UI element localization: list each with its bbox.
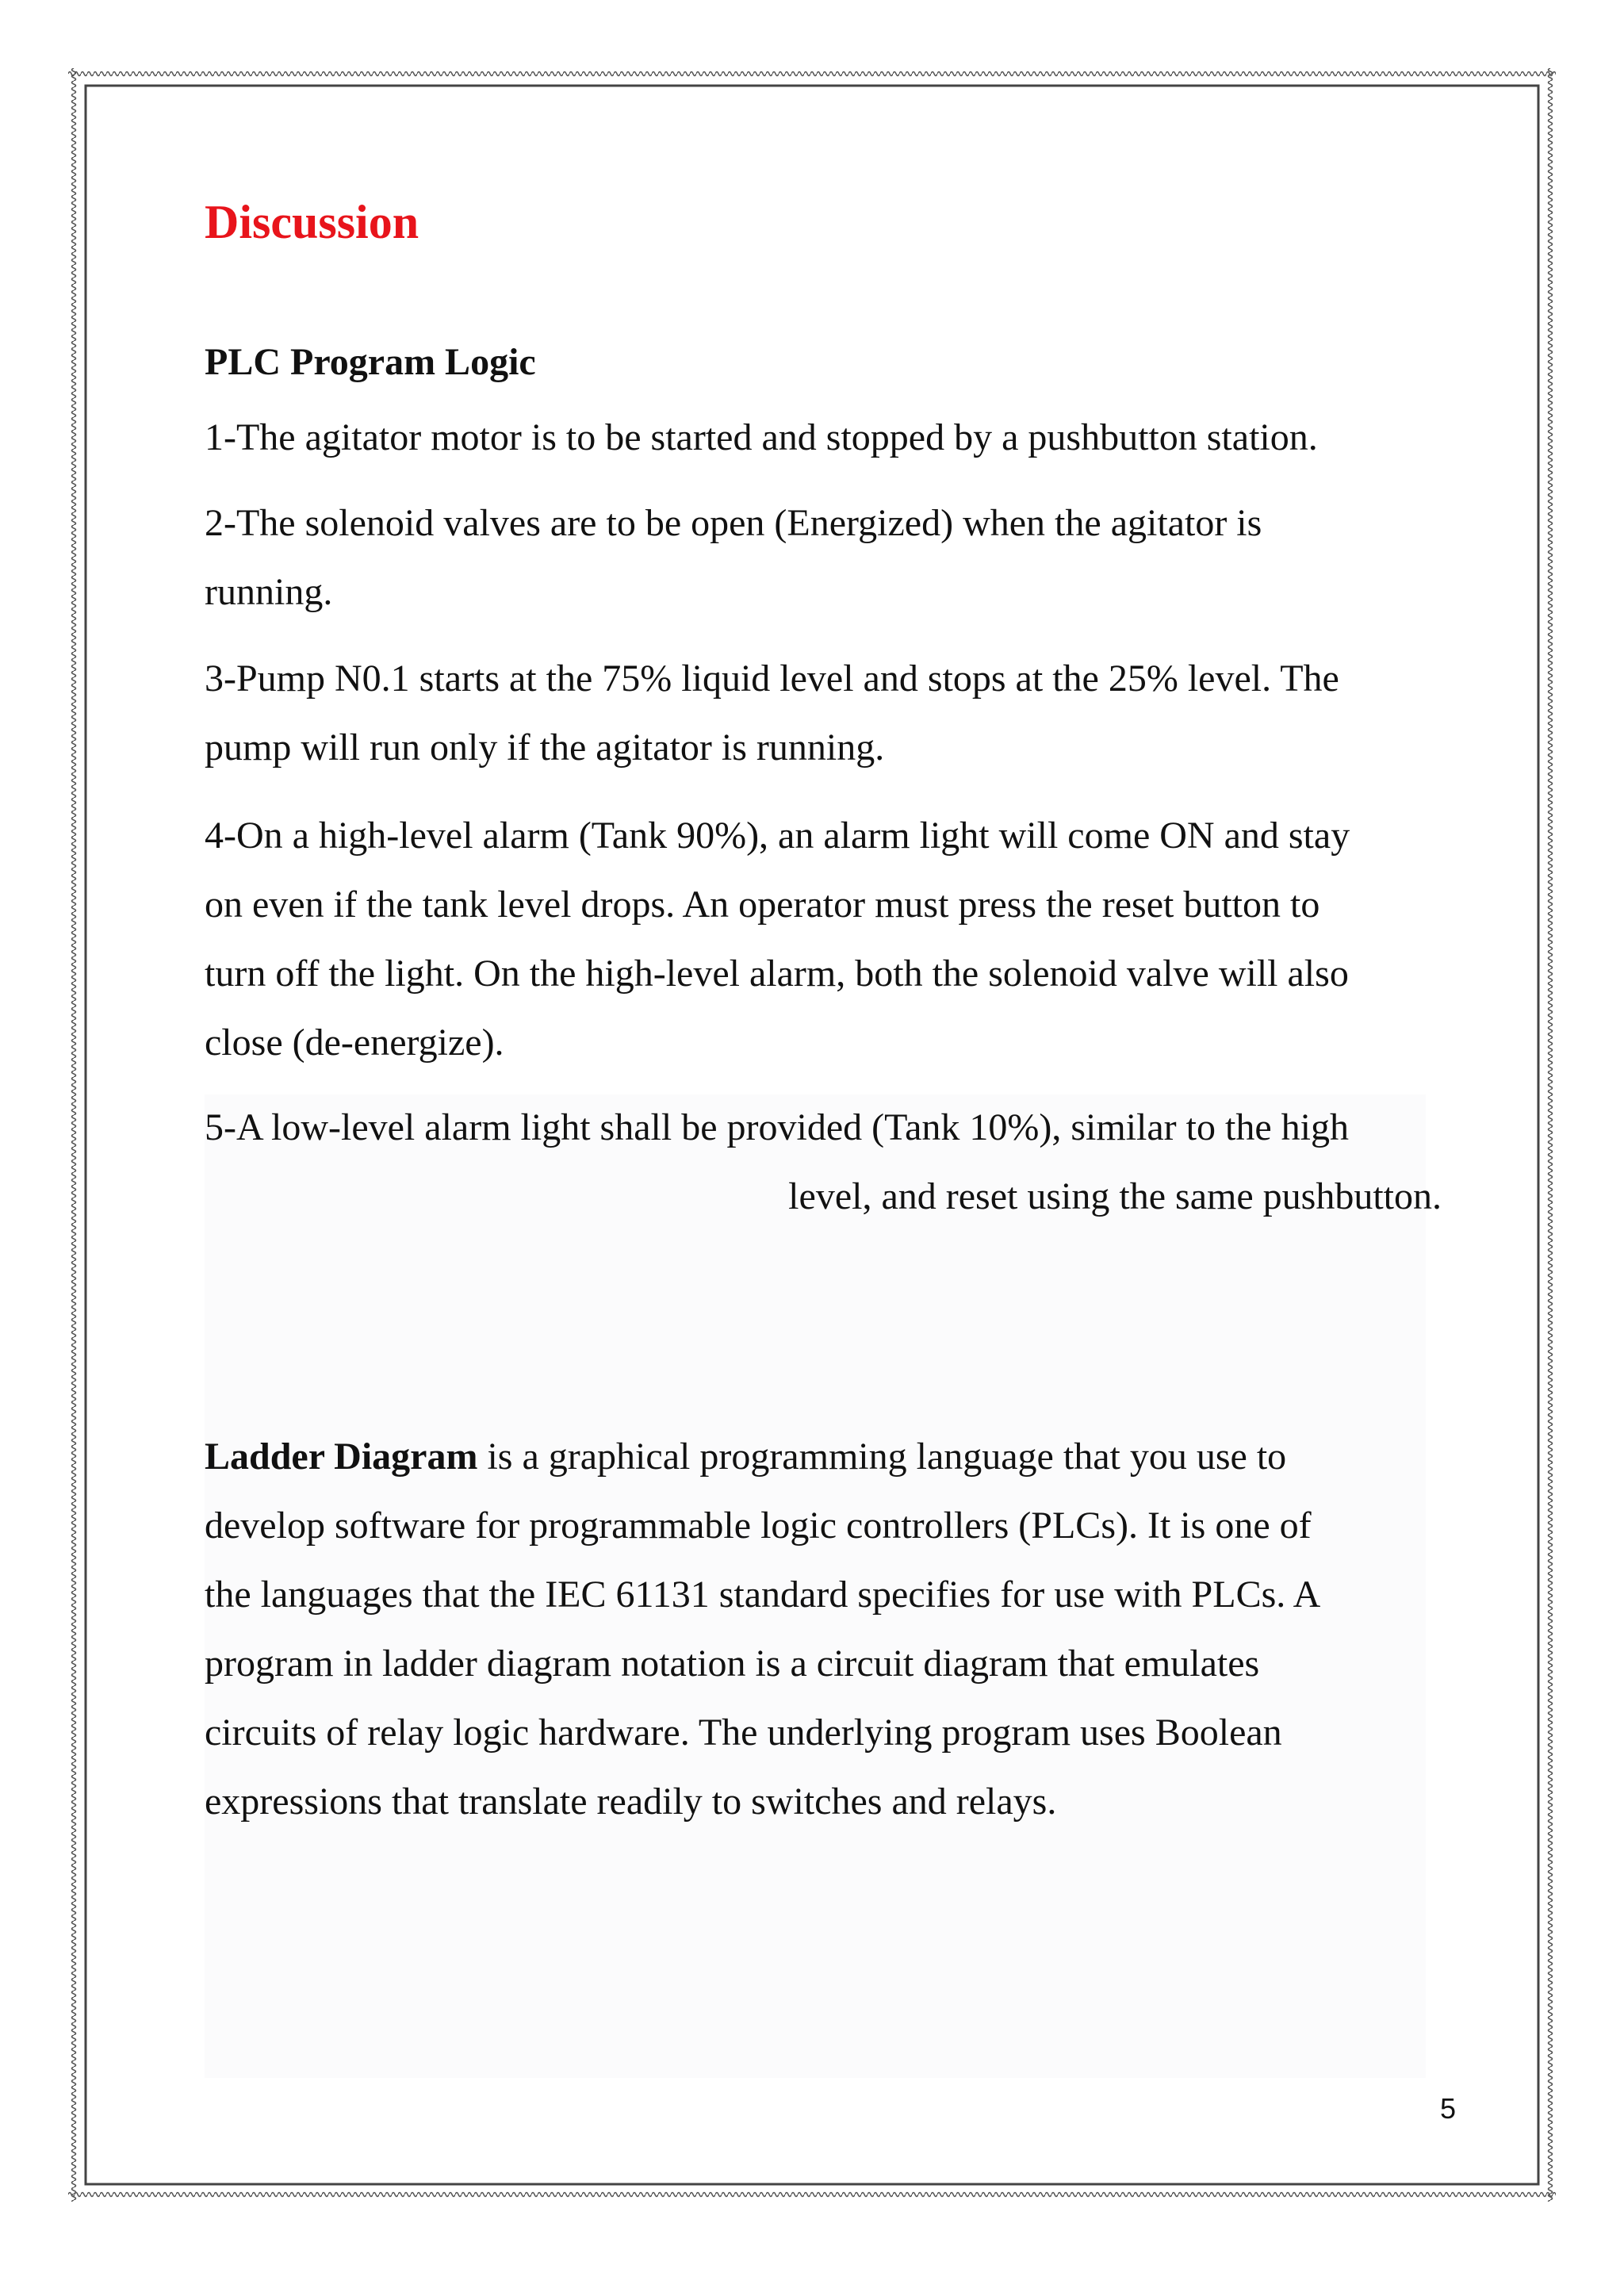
ladder-line-3: the languages that the IEC 61131 standard specifies for use with PLCs. A	[205, 1573, 1321, 1616]
logic-item-4-line-4: close (de-energize).	[205, 1022, 504, 1064]
logic-item-3-line-2: pump will run only if the agitator is running.	[205, 726, 885, 769]
logic-item-5-line-2: level, and reset using the same pushbutton.	[788, 1175, 1442, 1217]
ladder-diagram-term: Ladder Diagram	[205, 1435, 478, 1478]
page-number: 5	[1439, 2092, 1456, 2125]
ladder-line-5: circuits of relay logic hardware. The underlying program uses Boolean	[205, 1711, 1282, 1754]
logic-item-4-line-3: turn off the light. On the high-level alarm, both the solenoid valve will also	[205, 953, 1349, 995]
logic-item-1-line-1: 1-The agitator motor is to be started and stopped by a pushbutton station.	[205, 416, 1318, 458]
ladder-diagram-paragraph	[205, 1422, 1442, 1836]
ladder-line-4: program in ladder diagram notation is a circuit diagram that emulates	[205, 1642, 1260, 1685]
section-heading: PLC Program Logic	[205, 341, 536, 383]
ladder-line-1	[205, 1422, 1442, 1491]
ladder-line-6: expressions that translate readily to switches and relays.	[205, 1780, 1057, 1823]
logic-item-4	[205, 801, 1442, 1077]
logic-item-4-line-2: on even if the tank level drops. An operator must press the reset button to	[205, 884, 1320, 926]
ladder-line-2: develop software for programmable logic controllers (PLCs). It is one of	[205, 1504, 1312, 1547]
page-content	[205, 196, 1442, 1823]
page-title: Discussion	[205, 196, 419, 248]
logic-item-5	[205, 1093, 1442, 1231]
logic-item-4-line-1: 4-On a high-level alarm (Tank 90%), an alarm light will come ON and stay	[205, 815, 1350, 857]
logic-item-3	[205, 644, 1442, 782]
logic-item-2-line-1: 2-The solenoid valves are to be open (Energized) when the agitator is	[205, 502, 1262, 544]
logic-item-3-line-1: 3-Pump N0.1 starts at the 75% liquid level and stops at the 25% level. The	[205, 657, 1339, 700]
logic-item-1	[205, 403, 1442, 472]
ladder-line-1-text: is a graphical programming language that you use to	[477, 1435, 1287, 1478]
logic-item-5-line-1: 5-A low-level alarm light shall be provided (Tank 10%), similar to the high	[205, 1106, 1349, 1148]
logic-item-2	[205, 489, 1442, 627]
logic-item-2-line-2: running.	[205, 571, 333, 613]
